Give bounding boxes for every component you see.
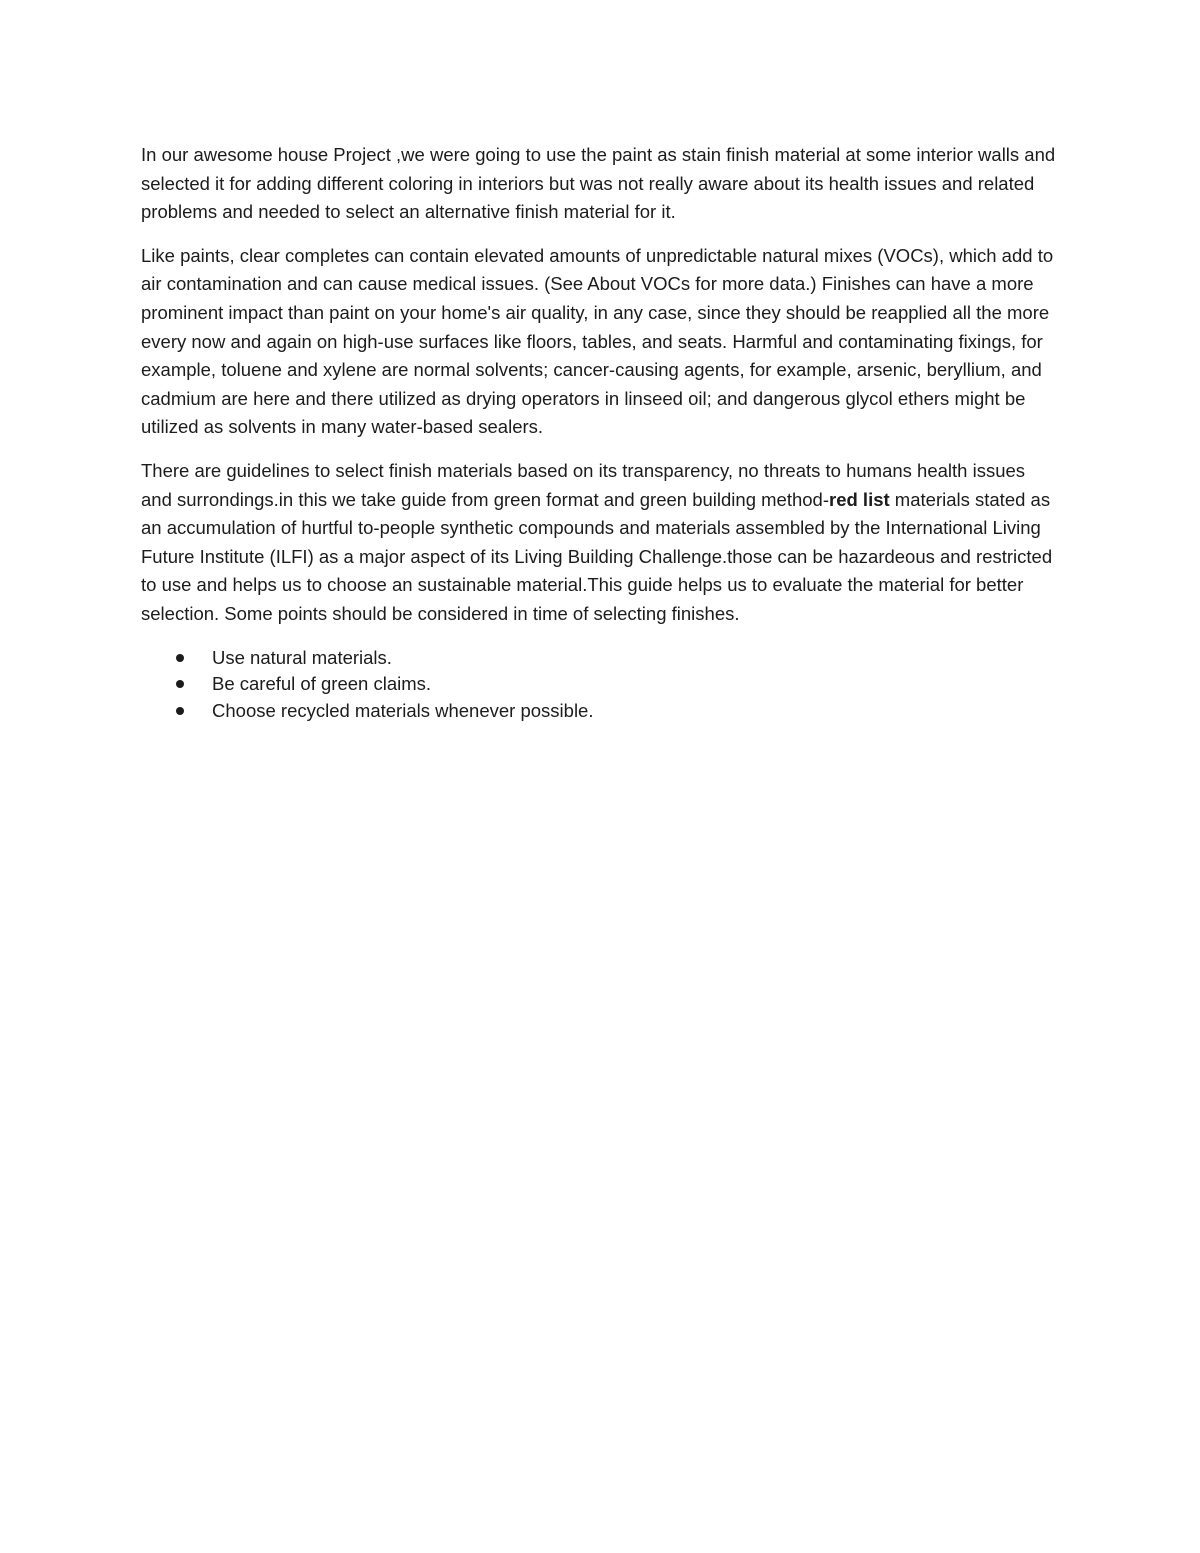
bullet-icon bbox=[176, 654, 184, 662]
paragraph-guidelines-text-end: materials stated as an accumulation of hurtful to-people synthetic compounds and materials assembled by the International Living Future Institute (ILFI) as a major aspect of its Living Building Challenge.those can be hazardeous and restricted to use and helps us to choose an sustainable material.This guide helps us to evaluate the material for better selection. Some points should be considered in time of selecting finishes. bbox=[141, 488, 1053, 624]
list-item bbox=[141, 698, 1059, 725]
bullet-list bbox=[141, 645, 1059, 725]
list-item bbox=[141, 645, 1059, 672]
paragraph-vocs: Like paints, clear completes can contain elevated amounts of unpredictable natural mixes (VOCs), which add to air contamination and can cause medical issues. (See About VOCs for more data.) Finishes can have a more prominent impact than paint on your home's air quality, in any case, since they should be reapplied all the more every now and again on high-use surfaces like floors, tables, and seats. Harmful and contaminating fixings, for example, toluene and xylene are normal solvents; cancer-causing agents, for example, arsenic, beryllium, and cadmium are here and there utilized as drying operators in linseed oil; and dangerous glycol ethers might be utilized as solvents in many water-based sealers. bbox=[141, 244, 1054, 438]
document-body bbox=[141, 141, 1059, 724]
paragraph-intro: In our awesome house Project ,we were going to use the paint as stain finish material at some interior walls and selected it for adding different coloring in interiors but was not really aware about its health issues and related problems and needed to select an alternative finish material for it. bbox=[141, 144, 1056, 223]
bullet-icon bbox=[176, 707, 184, 715]
paragraph-guidelines bbox=[141, 457, 1059, 629]
list-item bbox=[141, 671, 1059, 698]
bullet-icon bbox=[176, 680, 184, 688]
list-item-text: Use natural materials. bbox=[212, 646, 392, 668]
list-item-text: Choose recycled materials whenever possible. bbox=[212, 699, 594, 721]
paragraph-guidelines-text-start: There are guidelines to select finish materials based on its transparency, no threats to humans health issues and surrondings.in this we take guide from green format and green building method- bbox=[141, 459, 1026, 510]
red-list-term: red list bbox=[829, 488, 890, 510]
list-item-text: Be careful of green claims. bbox=[212, 673, 432, 694]
